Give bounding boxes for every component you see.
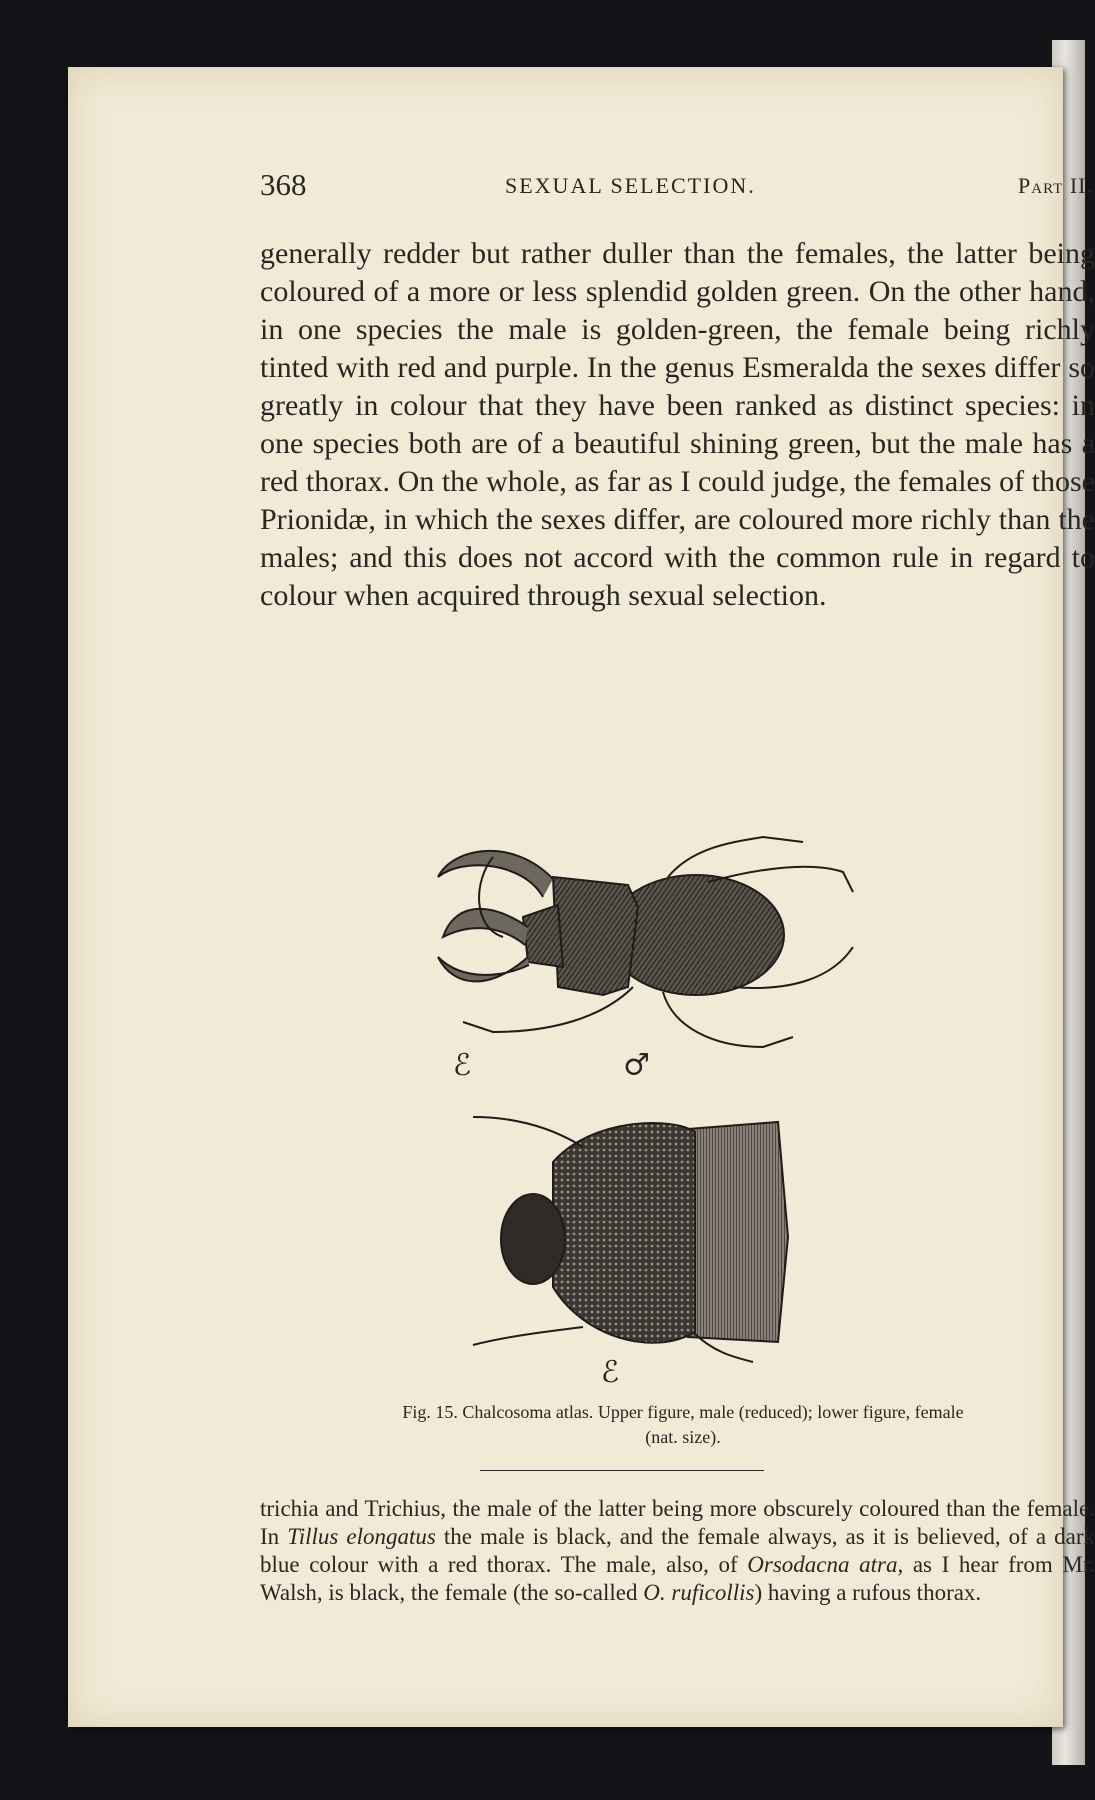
page-header (260, 167, 1093, 207)
figure-caption (288, 1400, 1078, 1450)
book-page (68, 67, 1095, 1727)
beetle-figure (433, 817, 993, 1397)
female-beetle (473, 1117, 788, 1362)
text-segment: the male is black, and the female always, as it is believed, of a dark blue colour with a red thorax. The male, also, of (260, 1524, 1095, 1577)
footnote-divider (480, 1470, 764, 1471)
page-number: 368 (260, 167, 307, 202)
text-segment: ) having a rufous thorax. (754, 1580, 982, 1605)
male-beetle (438, 837, 853, 1047)
text-segment-italic: Orsodacna atra (747, 1552, 898, 1577)
body-paragraph: generally redder but rather duller than the females, the latter being coloured of a more or less splendid golden green. On the other hand, in one species the male is golden-green, the female being richly tinted with red and purple. In the genus Esmeralda the sexes differ so greatly in colour that they have been ranked as distinct species: in one species both are of a beautiful shining green, but the male has a red thorax. On the whole, as far as I could judge, the females of those Prionidæ, in which the sexes differ, are coloured more richly than the males; and this does not accord with the common rule in regard to colour when acquired through sexual selection. (260, 237, 1095, 612)
text-segment: trichia and Trichius, the male of the latter being more obscurely coloured than the female. In (260, 1496, 1095, 1549)
text-segment-italic: O. ruficollis (643, 1580, 755, 1605)
engraver-mark-lower: ℰ (601, 1356, 620, 1389)
text-segment-italic: Tillus elongatus (287, 1524, 436, 1549)
part-label: Part II. (1018, 173, 1093, 198)
male-symbol: ♂ (623, 1048, 650, 1083)
beetle-illustration (433, 817, 993, 1397)
caption-line-2: (nat. size). (645, 1427, 721, 1447)
continued-paragraph (260, 1495, 1095, 1607)
continued-text (260, 1495, 1095, 1607)
caption-line-1: Fig. 15. Chalcosoma atlas. Upper figure, male (reduced); lower figure, female (402, 1402, 964, 1422)
body-text (260, 235, 1095, 615)
running-title: SEXUAL SELECTION. (505, 173, 756, 198)
engraver-mark-upper: ℰ (453, 1049, 472, 1082)
text-segment: , as I hear from Mr. Walsh, is black, the female (the so-called (260, 1552, 1095, 1605)
